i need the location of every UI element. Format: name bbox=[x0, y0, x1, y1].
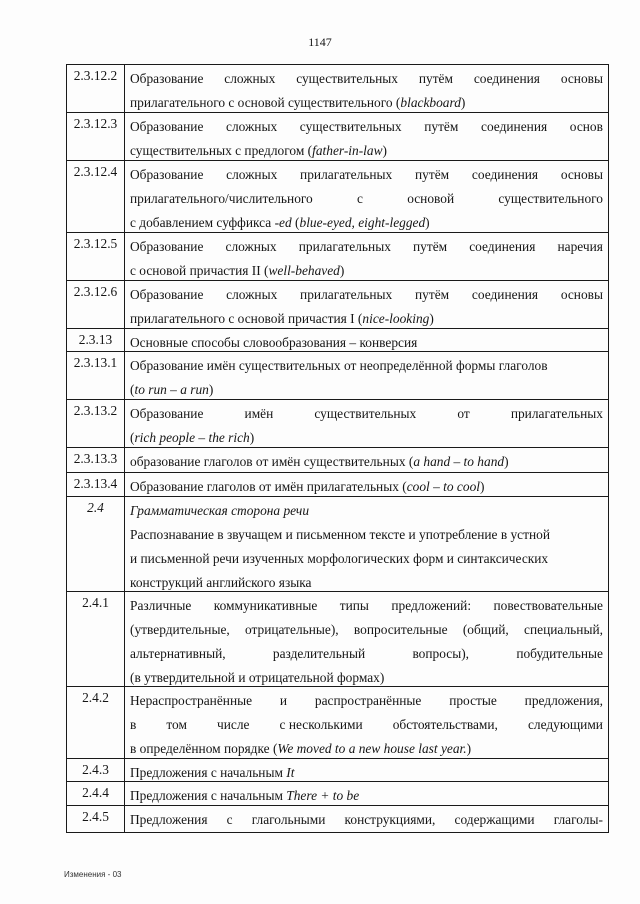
text-segment: в bbox=[130, 717, 137, 732]
text-line bbox=[130, 547, 603, 571]
footer-changes-note: Изменения - 03 bbox=[64, 870, 122, 879]
text-segment: ) bbox=[382, 143, 387, 158]
text-segment: прилагательного с основой причастия I ( bbox=[130, 311, 363, 326]
row-number: 2.3.12.3 bbox=[67, 113, 125, 160]
table-row bbox=[67, 65, 608, 113]
text-line bbox=[130, 354, 603, 378]
text-line bbox=[130, 283, 603, 307]
italic-example: to run – a run bbox=[134, 382, 209, 397]
italic-example: cool – to cool bbox=[406, 479, 480, 494]
text-segment: конструкций английского языка bbox=[130, 575, 312, 590]
text-segment: разделительный bbox=[272, 646, 366, 661]
text-segment: ) bbox=[208, 382, 214, 397]
table-row bbox=[67, 400, 608, 448]
row-number: 2.3.13.2 bbox=[67, 400, 125, 447]
text-segment: наречия bbox=[557, 239, 603, 254]
text-segment: путём bbox=[412, 239, 448, 254]
table-row bbox=[67, 806, 608, 832]
text-segment: существительных bbox=[314, 406, 417, 421]
text-segment: основы bbox=[560, 167, 603, 182]
text-line bbox=[130, 115, 603, 139]
row-text bbox=[125, 281, 608, 328]
text-segment: Предложения с начальным bbox=[130, 765, 287, 780]
text-segment: содержащими bbox=[454, 812, 535, 827]
text-segment: (общий, bbox=[462, 622, 509, 637]
text-segment: ) bbox=[249, 430, 255, 445]
italic-example: Грамматическая сторона речи bbox=[130, 503, 310, 518]
text-segment: существительных bbox=[299, 119, 402, 134]
text-segment: специальный, bbox=[524, 622, 603, 637]
text-line bbox=[130, 594, 603, 618]
text-segment: Основные способы словообразования – конверсия bbox=[130, 335, 418, 350]
text-line bbox=[130, 808, 603, 832]
text-segment: следующими bbox=[527, 717, 603, 732]
text-segment: путём bbox=[415, 167, 450, 182]
row-number: 2.4 bbox=[67, 497, 125, 591]
text-segment: (утвердительные, bbox=[130, 622, 230, 637]
text-segment: соединения bbox=[471, 287, 539, 302]
text-segment: простые bbox=[449, 693, 497, 708]
row-text bbox=[125, 782, 608, 805]
text-segment: в определённом порядке ( bbox=[130, 741, 278, 756]
italic-example: We moved to a new house last year. bbox=[277, 741, 467, 756]
row-number: 2.3.12.6 bbox=[67, 281, 125, 328]
row-number: 2.3.13.1 bbox=[67, 352, 125, 399]
text-segment: ) bbox=[466, 741, 472, 756]
text-segment: с bbox=[226, 812, 233, 827]
text-segment: соединения bbox=[469, 239, 536, 254]
row-text bbox=[125, 806, 608, 832]
text-line bbox=[130, 450, 603, 474]
text-segment: том bbox=[166, 717, 187, 732]
italic-example: nice-looking bbox=[362, 311, 430, 326]
text-segment: с основой причастия II ( bbox=[130, 263, 269, 278]
text-segment: ) bbox=[460, 95, 466, 110]
text-segment: вопросительные bbox=[353, 622, 448, 637]
text-segment: ) bbox=[504, 454, 509, 469]
text-line bbox=[130, 475, 603, 499]
text-segment: (в утвердительной и отрицательной формах) bbox=[130, 670, 385, 685]
text-segment: Образование bbox=[130, 71, 204, 86]
text-segment: соединения bbox=[471, 167, 539, 182]
table-row bbox=[67, 782, 608, 806]
row-number: 2.4.1 bbox=[67, 592, 125, 686]
text-segment: существительных с предлогом ( bbox=[130, 143, 313, 158]
text-segment: конструкциями, bbox=[344, 812, 436, 827]
text-segment: сложных bbox=[226, 287, 278, 302]
text-segment: предложения, bbox=[524, 693, 603, 708]
text-segment: числе bbox=[217, 717, 250, 732]
row-text bbox=[125, 592, 608, 686]
row-number: 2.3.13 bbox=[67, 329, 125, 351]
text-segment: прилагательных bbox=[300, 167, 393, 182]
text-segment: сложных bbox=[226, 167, 278, 182]
italic-example: There + to be bbox=[286, 788, 360, 803]
row-number: 2.4.3 bbox=[67, 759, 125, 781]
text-segment: основы bbox=[560, 71, 603, 86]
row-number: 2.3.12.2 bbox=[67, 65, 125, 112]
text-segment: основы bbox=[560, 287, 603, 302]
text-segment: Образование bbox=[130, 167, 204, 182]
row-text bbox=[125, 448, 608, 472]
text-segment: путём bbox=[415, 287, 450, 302]
text-line bbox=[130, 426, 603, 450]
italic-example: rich people – the rich bbox=[134, 430, 250, 445]
text-segment: Образование имён существительных от неопределённой формы глаголов bbox=[130, 358, 548, 373]
text-segment: путём bbox=[418, 71, 453, 86]
text-segment: глагольными bbox=[251, 812, 326, 827]
text-segment: Образование глаголов от имён прилагательных ( bbox=[130, 479, 407, 494]
row-text bbox=[125, 473, 608, 496]
table-row bbox=[67, 329, 608, 352]
text-segment: Предложения bbox=[130, 812, 208, 827]
text-segment: Образование bbox=[130, 406, 204, 421]
text-line bbox=[130, 523, 603, 547]
row-text bbox=[125, 65, 608, 112]
text-segment: Нераспространённые bbox=[130, 693, 253, 708]
text-segment: обстоятельствами, bbox=[392, 717, 498, 732]
text-segment: от bbox=[457, 406, 470, 421]
table-row bbox=[67, 592, 608, 687]
row-text bbox=[125, 233, 608, 280]
text-segment: ) bbox=[429, 311, 434, 326]
text-line bbox=[130, 139, 603, 163]
row-number: 2.3.12.4 bbox=[67, 161, 125, 232]
text-line bbox=[130, 378, 603, 402]
table-row bbox=[67, 497, 608, 592]
text-line bbox=[130, 211, 603, 235]
text-segment: с несколькими bbox=[279, 717, 363, 732]
text-segment: с bbox=[357, 191, 363, 206]
table-row bbox=[67, 687, 608, 759]
row-text bbox=[125, 329, 608, 351]
text-segment: основ bbox=[569, 119, 603, 134]
table-row bbox=[67, 281, 608, 329]
text-line bbox=[130, 784, 603, 808]
text-line bbox=[130, 307, 603, 331]
text-segment: и bbox=[279, 693, 288, 708]
italic-example: a hand – to hand bbox=[413, 454, 505, 469]
table-row bbox=[67, 473, 608, 497]
text-line bbox=[130, 259, 603, 283]
text-segment: сложных bbox=[226, 119, 278, 134]
italic-example: blackboard bbox=[400, 95, 461, 110]
text-line bbox=[130, 235, 603, 259]
row-number: 2.4.4 bbox=[67, 782, 125, 805]
text-segment: ) bbox=[479, 479, 485, 494]
text-segment: побудительные bbox=[516, 646, 603, 661]
text-segment: Образование bbox=[130, 119, 204, 134]
text-segment: распространённые bbox=[314, 693, 422, 708]
text-segment: прилагательных bbox=[510, 406, 603, 421]
italic-example: well-behaved bbox=[268, 263, 340, 278]
text-line bbox=[130, 163, 603, 187]
row-number: 2.3.13.4 bbox=[67, 473, 125, 496]
row-text bbox=[125, 687, 608, 758]
italic-example: It bbox=[286, 765, 295, 780]
row-number: 2.4.2 bbox=[67, 687, 125, 758]
text-segment: ( bbox=[130, 382, 135, 397]
text-line bbox=[130, 499, 603, 523]
text-segment: существительных bbox=[296, 71, 398, 86]
text-line bbox=[130, 187, 603, 211]
row-number: 2.4.5 bbox=[67, 806, 125, 832]
text-segment: вопросы), bbox=[412, 646, 470, 661]
text-segment: Предложения с начальным bbox=[130, 788, 287, 803]
table-row bbox=[67, 448, 608, 473]
table-row bbox=[67, 113, 608, 161]
text-segment: основой bbox=[407, 191, 455, 206]
text-segment: Распознавание в звучащем и письменном тексте и употребление в устной bbox=[130, 527, 551, 542]
text-line bbox=[130, 713, 603, 737]
page-number: 1147 bbox=[308, 35, 332, 49]
text-segment: Различные bbox=[130, 598, 192, 613]
text-segment: прилагательных bbox=[300, 287, 393, 302]
text-segment: отрицательные), bbox=[245, 622, 339, 637]
row-number: 2.3.12.5 bbox=[67, 233, 125, 280]
row-text bbox=[125, 113, 608, 160]
text-segment: прилагательных bbox=[298, 239, 391, 254]
text-segment: ( bbox=[291, 215, 300, 230]
text-segment: соединения bbox=[481, 119, 548, 134]
italic-example: blue-eyed, eight-legged bbox=[299, 215, 426, 230]
italic-example: father-in-law bbox=[312, 143, 383, 158]
italic-example: -ed bbox=[274, 215, 292, 230]
text-segment: имён bbox=[244, 406, 274, 421]
table-row bbox=[67, 233, 608, 281]
row-text bbox=[125, 759, 608, 781]
text-line bbox=[130, 642, 603, 666]
text-segment: типы bbox=[339, 598, 369, 613]
text-segment: коммуникативные bbox=[213, 598, 318, 613]
text-segment: прилагательного/числительного bbox=[130, 191, 313, 206]
text-segment: и письменной речи изученных морфологических форм и синтаксических bbox=[130, 551, 549, 566]
text-line bbox=[130, 402, 603, 426]
text-segment: образование глаголов от имён существительных ( bbox=[130, 454, 414, 469]
text-segment: альтернативный, bbox=[130, 646, 226, 661]
table-row bbox=[67, 352, 608, 400]
row-text bbox=[125, 400, 608, 447]
row-text bbox=[125, 497, 608, 591]
text-segment: повествовательные bbox=[493, 598, 603, 613]
text-segment: путём bbox=[424, 119, 459, 134]
table-row bbox=[67, 759, 608, 782]
text-segment: ( bbox=[130, 430, 135, 445]
text-segment: с добавлением суффикса bbox=[130, 215, 275, 230]
text-line bbox=[130, 689, 603, 713]
text-segment: Образование bbox=[130, 239, 204, 254]
text-line bbox=[130, 737, 603, 761]
text-segment: глаголы- bbox=[553, 812, 603, 827]
row-text bbox=[125, 352, 608, 399]
text-segment: ) bbox=[339, 263, 345, 278]
text-segment: ) bbox=[425, 215, 430, 230]
text-line bbox=[130, 618, 603, 642]
text-segment: сложных bbox=[225, 239, 277, 254]
text-segment: Образование bbox=[130, 287, 204, 302]
text-line bbox=[130, 67, 603, 91]
text-segment: прилагательного с основой существительного ( bbox=[130, 95, 401, 110]
text-segment: соединения bbox=[473, 71, 540, 86]
table-row bbox=[67, 161, 608, 233]
row-text bbox=[125, 161, 608, 232]
text-line bbox=[130, 91, 603, 115]
text-segment: предложений: bbox=[391, 598, 472, 613]
text-segment: существительного bbox=[498, 191, 603, 206]
row-number: 2.3.13.3 bbox=[67, 448, 125, 472]
curriculum-table bbox=[66, 64, 609, 833]
text-segment: сложных bbox=[224, 71, 276, 86]
